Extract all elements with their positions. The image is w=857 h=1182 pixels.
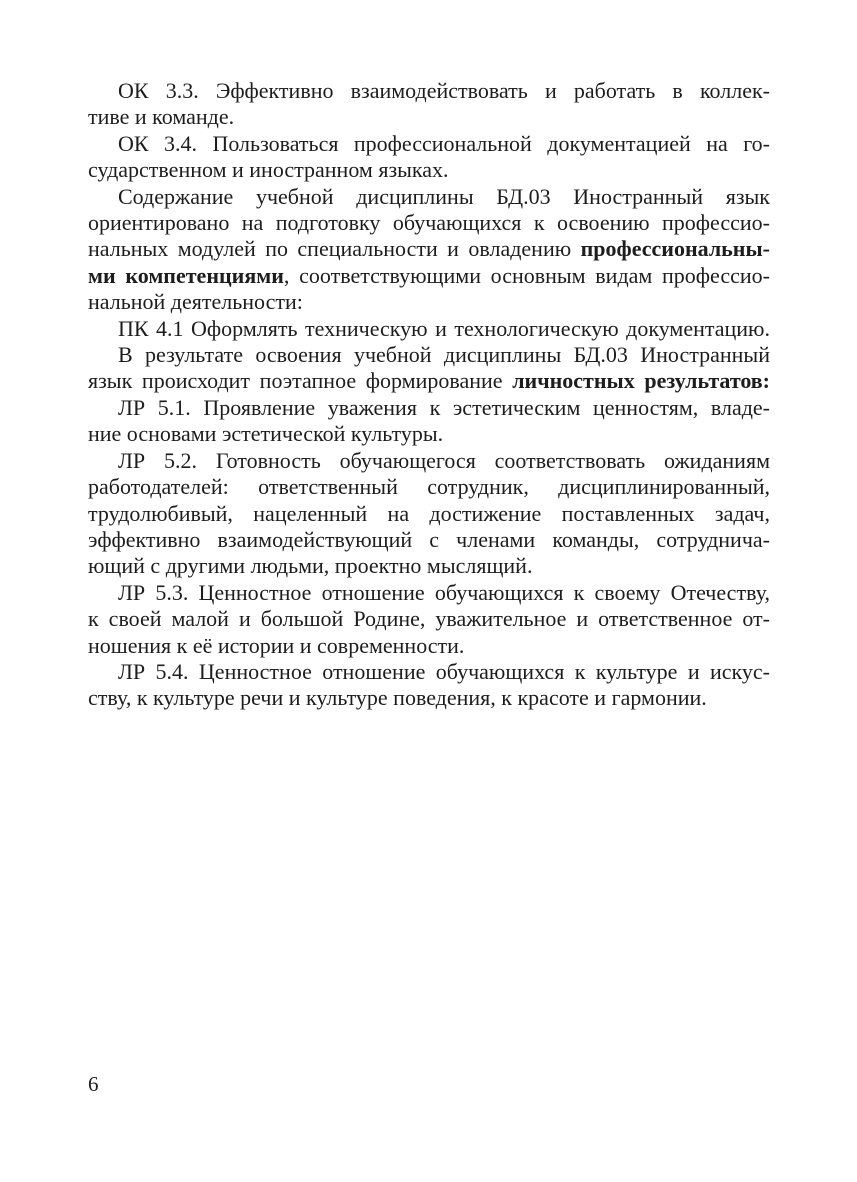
text-line bbox=[88, 184, 770, 210]
paragraph-ok-3-4 bbox=[88, 131, 770, 184]
text-segment: ЛР 5.2. Готовность обучающегося соответствовать ожиданиям bbox=[118, 447, 770, 473]
text-line bbox=[88, 131, 770, 157]
text-segment: эффективно взаимодействующий с членами команды, сотруднича- bbox=[88, 526, 770, 552]
text-segment: ству, к культуре речи и культуре поведения, к красоте и гармонии. bbox=[88, 685, 707, 711]
bold-text-segment: профессиональны- bbox=[580, 236, 770, 262]
text-line bbox=[88, 685, 770, 711]
text-segment: нальной деятельности: bbox=[88, 289, 303, 315]
text-line bbox=[88, 421, 770, 447]
text-line bbox=[88, 236, 770, 262]
text-line bbox=[88, 210, 770, 236]
paragraph-lr-5-4 bbox=[88, 659, 770, 712]
text-line bbox=[88, 553, 770, 579]
paragraph-pk-4-1 bbox=[88, 316, 770, 342]
bold-text-segment: личностных результатов: bbox=[512, 368, 771, 394]
text-line bbox=[88, 157, 770, 183]
page-number: 6 bbox=[88, 1072, 99, 1096]
text-segment: Содержание учебной дисциплины БД.03 Иностранный язык bbox=[118, 183, 770, 209]
text-segment: ОК 3.4. Пользоваться профессиональной документацией на го- bbox=[118, 130, 770, 156]
text-segment: язык происходит поэтапное формирование bbox=[88, 368, 513, 394]
text-segment: сударственном и иностранном языках. bbox=[88, 157, 449, 183]
text-segment: ориентировано на подготовку обучающихся к освоению профессио- bbox=[88, 210, 770, 236]
text-segment: , соответствующими основным видам профессио- bbox=[283, 262, 770, 288]
text-line bbox=[88, 342, 770, 368]
text-line bbox=[88, 580, 770, 606]
paragraph-v-rezultate bbox=[88, 342, 770, 395]
text-line bbox=[88, 474, 770, 500]
text-segment: ПК 4.1 Оформлять техническую и технологическую документацию. bbox=[118, 315, 770, 341]
text-segment: ЛР 5.1. Проявление уважения к эстетическим ценностям, владе- bbox=[118, 394, 770, 420]
text-line bbox=[88, 606, 770, 632]
text-line bbox=[88, 527, 770, 553]
paragraph-content-discipline bbox=[88, 184, 770, 316]
text-segment: ОК 3.3. Эффективно взаимодействовать и работать в коллек- bbox=[118, 78, 770, 103]
text-segment: тиве и команде. bbox=[88, 104, 235, 130]
text-line bbox=[88, 448, 770, 474]
body-text-block bbox=[88, 78, 770, 712]
text-line bbox=[88, 501, 770, 527]
text-line bbox=[88, 659, 770, 685]
text-segment: ЛР 5.4. Ценностное отношение обучающихся к культуре и искус- bbox=[118, 658, 770, 684]
paragraph-lr-5-1 bbox=[88, 395, 770, 448]
text-segment: трудолюбивый, нацеленный на достижение поставленных задач, bbox=[88, 500, 770, 526]
text-segment: ющий с другими людьми, проектно мыслящий. bbox=[88, 553, 533, 579]
paragraph-lr-5-2 bbox=[88, 448, 770, 580]
text-line bbox=[88, 104, 770, 130]
text-segment: к своей малой и большой Родине, уважительное и ответственное от- bbox=[88, 606, 770, 632]
text-line bbox=[88, 633, 770, 659]
text-segment: работодателей: ответственный сотрудник, дисциплинированный, bbox=[88, 474, 770, 500]
text-segment: ние основами эстетической культуры. bbox=[88, 421, 444, 447]
text-line bbox=[88, 78, 770, 104]
text-segment: ЛР 5.3. Ценностное отношение обучающихся к своему Отечеству, bbox=[118, 579, 770, 605]
text-line bbox=[88, 368, 770, 394]
text-segment: В результате освоения учебной дисциплины БД.03 Иностранный bbox=[118, 342, 770, 368]
bold-text-segment: ми компетенциями bbox=[88, 262, 284, 288]
text-line bbox=[88, 395, 770, 421]
text-segment: ношения к её истории и современности. bbox=[88, 632, 465, 658]
text-line bbox=[88, 263, 770, 289]
text-line bbox=[88, 316, 770, 342]
paragraph-lr-5-3 bbox=[88, 580, 770, 659]
text-segment: нальных модулей по специальности и овладению bbox=[88, 236, 581, 262]
paragraph-ok-3-3 bbox=[88, 78, 770, 131]
text-line bbox=[88, 289, 770, 315]
